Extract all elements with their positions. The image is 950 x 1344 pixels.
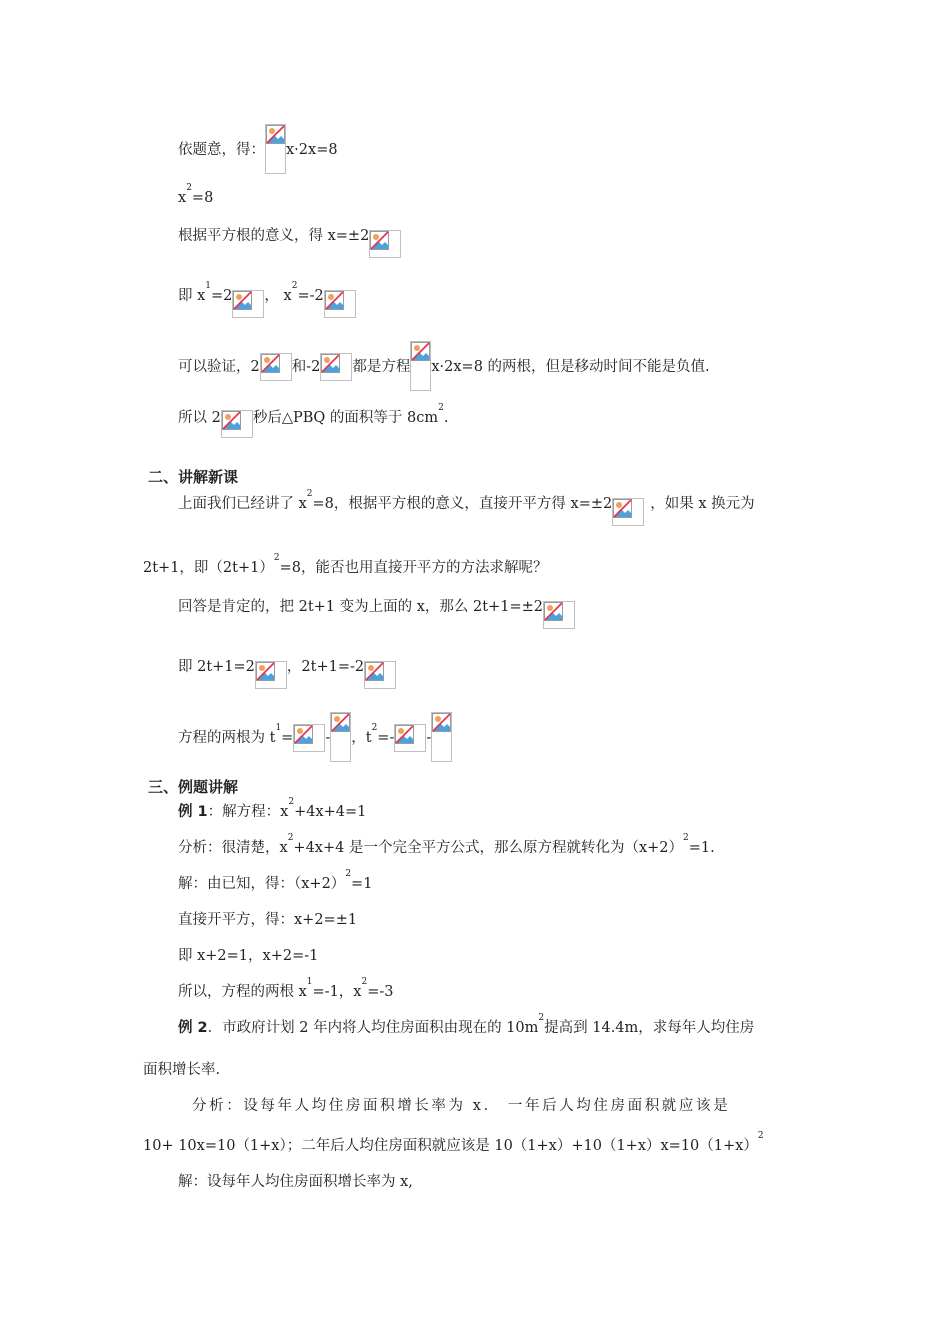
broken-image-icon (410, 341, 431, 391)
text-line: 解：由已知，得：（x+2） 2 =1 (178, 869, 373, 892)
text-line: 即 2t+1=2 ，2t+1=-2 (178, 657, 396, 689)
text-line: 上面我们已经讲了 x 2 =8，根据平方根的意义，直接开平方得 x=±2 ，如果 x 换元为 (178, 494, 755, 526)
text-line: 根据平方根的意义，得 x=±2 (178, 226, 401, 258)
text-line: 回答是肯定的，把 2t+1 变为上面的 x，那么 2t+1=±2 (178, 597, 575, 629)
text-line: 直接开平方，得：x+2=±1 (178, 912, 358, 928)
broken-image-icon (320, 353, 352, 381)
broken-image-icon (330, 712, 351, 762)
broken-image-icon (265, 124, 286, 174)
text-line: 方程的两根为 t 1 = - ，t 2 =- - (178, 728, 452, 762)
text-line: 2t+1，即（2t+1） 2 =8，能否也用直接开平方的方法求解呢？ (143, 553, 548, 576)
broken-image-icon (394, 724, 426, 752)
broken-image-icon (221, 410, 253, 438)
broken-image-icon (364, 661, 396, 689)
text-line: 依题意，得： x·2x=8 (178, 140, 338, 174)
text-line: 面积增长率. (143, 1062, 221, 1078)
text-line: 即 x 1 =2 ， x 2 =-2 (178, 286, 356, 318)
section-heading: 二、讲解新课 (148, 468, 239, 486)
text-line: x 2 =8 (178, 183, 214, 206)
text-line: 解：设每年人均住房面积增长率为 x, (178, 1174, 413, 1190)
text-line: 例 1 ：解方程：x 2 +4x+4=1 (178, 797, 367, 820)
broken-image-icon (431, 712, 452, 762)
broken-image-icon (232, 290, 264, 318)
broken-image-icon (293, 724, 325, 752)
text-line: 10+ 10x=10（1+x）；二年后人均住房面积就应该是 10（1+x）+10（1+x）x=10（1+x） 2 (143, 1131, 764, 1154)
broken-image-icon (260, 353, 292, 381)
text-line: 即 x+2=1，x+2=-1 (178, 948, 319, 964)
text-line: 例 2 ．市政府计划 2 年内将人均住房面积由现在的 10m 2 提高到 14.4m，求每年人均住房 (178, 1013, 755, 1036)
text-line: 所以，方程的两根 x 1 =-1，x 2 =-3 (178, 977, 394, 1000)
broken-image-icon (324, 290, 356, 318)
broken-image-icon (543, 601, 575, 629)
broken-image-icon (369, 230, 401, 258)
broken-image-icon (255, 661, 287, 689)
text-line: 所以 2 秒后△PBQ 的面积等于 8cm 2 . (178, 408, 448, 438)
text-line: 分析：很清楚，x 2 +4x+4 是一个完全平方公式，那么原方程就转化为（x+2） 2 =1. (178, 833, 715, 856)
section-heading: 三、例题讲解 (148, 778, 239, 796)
broken-image-icon (612, 498, 644, 526)
text-line: 可以验证，2 和-2 都是方程 x·2x=8 的两根，但是移动时间不能是负值. (178, 357, 710, 391)
text-line: 分析：设每年人均住房面积增长率为 x． 一年后人均住房面积就应该是 (192, 1098, 731, 1114)
